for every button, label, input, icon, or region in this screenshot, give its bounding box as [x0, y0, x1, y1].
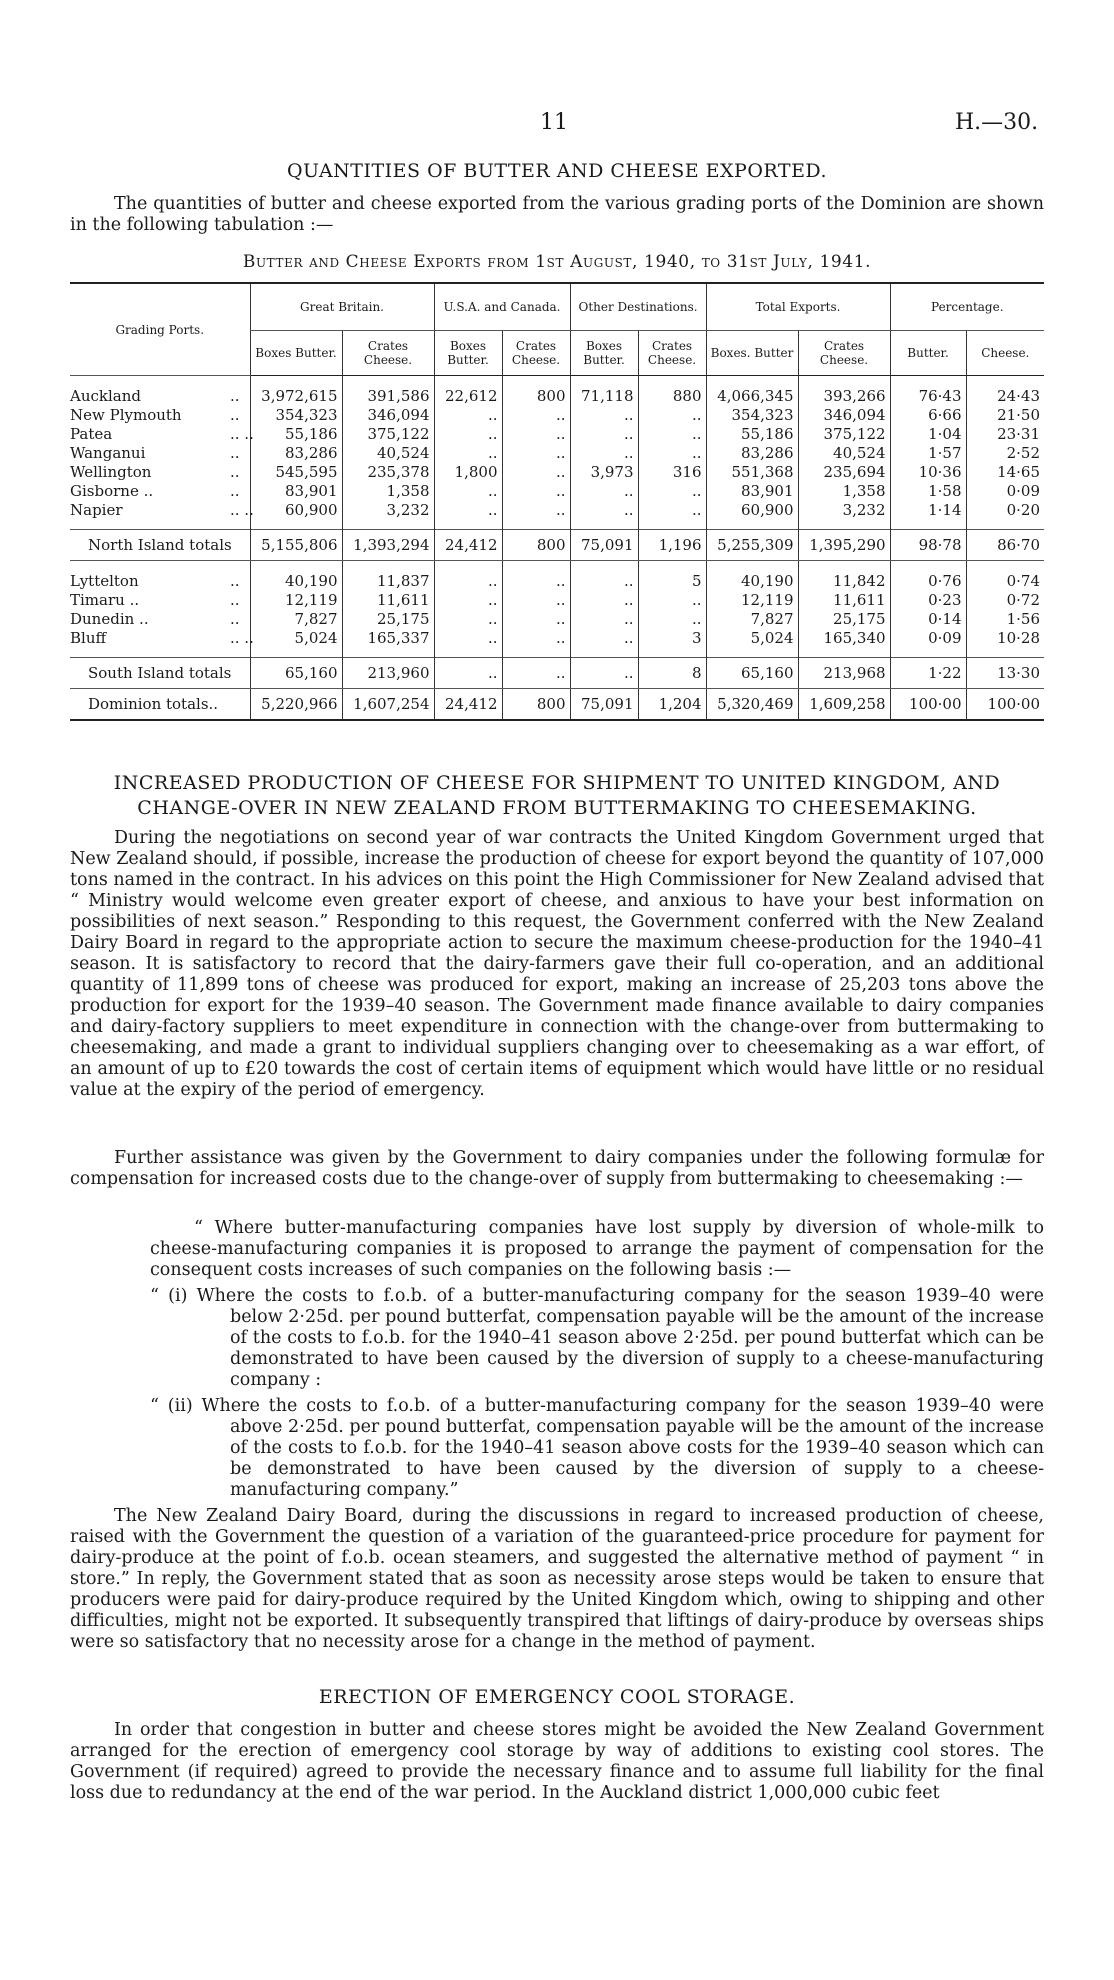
table-cell: ..: [434, 571, 502, 590]
table-row: [70, 500, 1044, 519]
table-cell: 7,827: [250, 609, 342, 628]
table-row: [70, 386, 1044, 405]
table-cell: ..: [502, 609, 570, 628]
table-cell: ..: [434, 443, 502, 462]
table-cell: 235,694: [798, 462, 890, 481]
table-spacer: [70, 519, 1044, 530]
table-cell: 40,190: [250, 571, 342, 590]
table-cell: 346,094: [342, 405, 434, 424]
table-cell: ..: [434, 590, 502, 609]
table-cell: 75,091: [570, 530, 638, 561]
leader-dots: .. ..: [230, 500, 254, 519]
north-island-total-row: [70, 530, 1044, 561]
table-cell: 100·00: [890, 689, 966, 721]
table-cell: 0·09: [890, 628, 966, 647]
port-name: North Island totals: [88, 536, 232, 554]
spacer-cell: [966, 376, 1044, 387]
leader-dots: .. ..: [230, 628, 254, 647]
table-cell: 5,255,309: [706, 530, 798, 561]
table-cell: 0·72: [966, 590, 1044, 609]
spacer-cell: [250, 561, 342, 572]
table-cell: 2·52: [966, 443, 1044, 462]
spacer-cell: [70, 519, 250, 530]
spacer-cell: [70, 376, 250, 387]
table-cell: 800: [502, 386, 570, 405]
exports-table: [70, 282, 1044, 721]
spacer-cell: [570, 561, 638, 572]
table-cell: 5,220,966: [250, 689, 342, 721]
table-cell: ..: [434, 424, 502, 443]
spacer-cell: [638, 519, 706, 530]
table-cell: 83,901: [250, 481, 342, 500]
table-cell: ..: [570, 481, 638, 500]
port-name-cell: [70, 590, 250, 609]
table-cell: 65,160: [706, 658, 798, 689]
port-name-cell: [70, 405, 250, 424]
paragraph-dairy-board: The New Zealand Dairy Board, during the discussions in regard to increased production of cheese, raised with the Government the question of a variation of the guaranteed-price procedure for payment for dairy-produce at the point of f.o.b. ocean steamers, and suggested the alternative method of payment “ in store.” In reply, the Government stated that as soon as necessity arose steps would be taken to ensure that producers were paid for dairy-produce required by the United Kingdom which, owing to shipping and other difficulties, might not be exported. It subsequently transpired that liftings of dairy-produce by overseas ships were so satisfactory that no necessity arose for a change in the method of payment.: [70, 1506, 1044, 1652]
table-cell: 0·09: [966, 481, 1044, 500]
table-cell: 1,358: [342, 481, 434, 500]
table-cell: ..: [502, 443, 570, 462]
table-row: [70, 424, 1044, 443]
table-cell: 5,320,469: [706, 689, 798, 721]
port-name: New Plymouth: [70, 405, 182, 424]
spacer-cell: [570, 647, 638, 658]
spacer-cell: [798, 519, 890, 530]
table-cell: 25,175: [342, 609, 434, 628]
table-cell: ..: [570, 424, 638, 443]
section-heading-cool-storage: ERECTION OF EMERGENCY COOL STORAGE.: [318, 1686, 796, 1708]
spacer-cell: [342, 647, 434, 658]
table-cell: 98·78: [890, 530, 966, 561]
table-cell: 545,595: [250, 462, 342, 481]
port-name-cell: [70, 424, 254, 443]
spacer-cell: [798, 561, 890, 572]
table-cell: 24·43: [966, 386, 1044, 405]
table-cell: 100·00: [966, 689, 1044, 721]
table-cell: 24,412: [434, 689, 502, 721]
quote-item-ii: “ (ii) Where the costs to f.o.b. of a butter-manufacturing company for the season 1939–40 were above 2·25d. per pound butterfat, compensation payable will be the amount of the increase of the costs to f.o.b. for the 1940–41 season above costs for the 1939–40 season which can be demonstrated to have been caused by the diversion of supply to a cheese-manufacturing company.”: [150, 1396, 1044, 1500]
intro-paragraph: The quantities of butter and cheese exported from the various grading ports of the Dominion are shown in the following tabulation :—: [70, 194, 1044, 235]
table-cell: 880: [638, 386, 706, 405]
table-cell: 11,611: [798, 590, 890, 609]
table-cell: 5: [638, 571, 706, 590]
table-cell: 316: [638, 462, 706, 481]
spacer-cell: [342, 519, 434, 530]
table-spacer: [70, 376, 1044, 387]
port-name: Wellington: [70, 462, 152, 481]
table-cell: ..: [570, 405, 638, 424]
spacer-cell: [434, 376, 502, 387]
table-title: Butter and Cheese Exports from 1st August, 1940, to 31st July, 1941.: [242, 252, 872, 272]
table-cell: 11,611: [342, 590, 434, 609]
table-cell: 25,175: [798, 609, 890, 628]
table-cell: 3: [638, 628, 706, 647]
subhead: Crates Cheese.: [638, 331, 706, 376]
subhead: Crates Cheese.: [342, 331, 434, 376]
spacer-cell: [250, 647, 342, 658]
table-cell: 24,412: [434, 530, 502, 561]
table-cell: 165,340: [798, 628, 890, 647]
port-name: Timaru ..: [70, 590, 140, 609]
table-spacer: [70, 561, 1044, 572]
table-cell: 346,094: [798, 405, 890, 424]
spacer-cell: [502, 376, 570, 387]
table-row: [70, 405, 1044, 424]
table-cell: 12,119: [250, 590, 342, 609]
table-cell: ..: [638, 424, 706, 443]
section-heading-increased-production-1: INCREASED PRODUCTION OF CHEESE FOR SHIPMENT TO UNITED KINGDOM, AND: [113, 772, 1001, 794]
table-cell: 60,900: [706, 500, 798, 519]
table-cell: 55,186: [250, 424, 342, 443]
spacer-cell: [70, 647, 250, 658]
port-name-cell: [70, 500, 254, 519]
table-cell: 800: [502, 689, 570, 721]
port-name: Lyttelton: [70, 571, 139, 590]
table-cell: 5,024: [250, 628, 342, 647]
table-spacer: [70, 647, 1044, 658]
table-row: [70, 628, 1044, 647]
table-cell: ..: [502, 462, 570, 481]
port-name: South Island totals: [88, 664, 232, 682]
leader-dots: ..: [230, 481, 240, 500]
subhead: Cheese.: [966, 331, 1044, 376]
section-heading-increased-production-2: CHANGE-OVER IN NEW ZEALAND FROM BUTTERMAKING TO CHEESEMAKING.: [137, 797, 977, 819]
table-cell: 3,232: [798, 500, 890, 519]
table-cell: 800: [502, 530, 570, 561]
table-row: [70, 481, 1044, 500]
spacer-cell: [890, 561, 966, 572]
table-cell: ..: [638, 443, 706, 462]
table-cell: 8: [638, 658, 706, 689]
table-cell: 83,901: [706, 481, 798, 500]
table-cell: 65,160: [250, 658, 342, 689]
port-name: Patea: [70, 424, 113, 443]
spacer-cell: [706, 561, 798, 572]
table-cell: 40,524: [798, 443, 890, 462]
spacer-cell: [434, 561, 502, 572]
leader-dots: ..: [230, 462, 240, 481]
table-cell: 3,232: [342, 500, 434, 519]
table-cell: ..: [434, 658, 502, 689]
port-name-cell: [70, 386, 250, 405]
table-cell: 213,960: [342, 658, 434, 689]
table-row: [70, 609, 1044, 628]
spacer-cell: [966, 647, 1044, 658]
table-cell: ..: [570, 658, 638, 689]
spacer-cell: [342, 376, 434, 387]
table-cell: 40,190: [706, 571, 798, 590]
paragraph-further-assistance: Further assistance was given by the Government to dairy companies under the following formulæ for compensation for increased costs due to the change-over of supply from buttermaking to cheesemaking :—: [70, 1148, 1044, 1189]
spacer-cell: [706, 647, 798, 658]
port-name-cell: [70, 658, 250, 689]
table-cell: 55,186: [706, 424, 798, 443]
table-cell: 12,119: [706, 590, 798, 609]
table-header-row: [70, 283, 1044, 331]
table-cell: ..: [434, 481, 502, 500]
table-cell: 0·74: [966, 571, 1044, 590]
subhead: Crates Cheese.: [502, 331, 570, 376]
table-cell: 22,612: [434, 386, 502, 405]
table-cell: 23·31: [966, 424, 1044, 443]
spacer-cell: [638, 647, 706, 658]
spacer-cell: [70, 561, 250, 572]
leader-dots: ..: [230, 590, 240, 609]
table-row: [70, 462, 1044, 481]
port-name: Gisborne ..: [70, 481, 154, 500]
table-cell: 60,900: [250, 500, 342, 519]
table-cell: 3,973: [570, 462, 638, 481]
port-name: Wanganui: [70, 443, 146, 462]
group-usa-canada: U.S.A. and Canada.: [434, 283, 570, 331]
table-row: [70, 571, 1044, 590]
subhead: Boxes. Butter: [706, 331, 798, 376]
table-cell: 76·43: [890, 386, 966, 405]
table-cell: ..: [502, 571, 570, 590]
table-cell: ..: [570, 571, 638, 590]
port-name-cell: [70, 571, 250, 590]
spacer-cell: [966, 561, 1044, 572]
spacer-cell: [434, 519, 502, 530]
table-cell: 71,118: [570, 386, 638, 405]
table-cell: 0·76: [890, 571, 966, 590]
table-cell: 0·20: [966, 500, 1044, 519]
table-cell: 11,842: [798, 571, 890, 590]
table-cell: ..: [570, 443, 638, 462]
table-cell: 393,266: [798, 386, 890, 405]
table-cell: 1,196: [638, 530, 706, 561]
table-cell: 1,800: [434, 462, 502, 481]
spacer-cell: [890, 376, 966, 387]
port-name-cell: [70, 443, 250, 462]
port-name-cell: [70, 628, 254, 647]
table-cell: 10·28: [966, 628, 1044, 647]
group-total-exports: Total Exports.: [706, 283, 890, 331]
port-name-cell: [70, 481, 250, 500]
table-cell: 375,122: [798, 424, 890, 443]
subhead: Boxes Butter.: [570, 331, 638, 376]
table-cell: ..: [570, 500, 638, 519]
port-name: Bluff: [70, 628, 107, 647]
table-cell: 21·50: [966, 405, 1044, 424]
table-cell: ..: [502, 405, 570, 424]
spacer-cell: [342, 561, 434, 572]
port-name-cell: [70, 609, 250, 628]
table-cell: 6·66: [890, 405, 966, 424]
table-cell: ..: [570, 590, 638, 609]
table-cell: 391,586: [342, 386, 434, 405]
table-cell: 213,968: [798, 658, 890, 689]
table-cell: ..: [502, 424, 570, 443]
table-cell: 0·23: [890, 590, 966, 609]
spacer-cell: [570, 519, 638, 530]
port-name-cell: [70, 462, 250, 481]
port-name-cell: [70, 530, 250, 561]
table-cell: ..: [502, 628, 570, 647]
leader-dots: ..: [230, 609, 240, 628]
section-heading-quantities: QUANTITIES OF BUTTER AND CHEESE EXPORTED.: [286, 160, 828, 182]
table-cell: 13·30: [966, 658, 1044, 689]
table-cell: 11,837: [342, 571, 434, 590]
port-name: Dominion totals..: [88, 695, 219, 713]
table-cell: 10·36: [890, 462, 966, 481]
table-cell: 7,827: [706, 609, 798, 628]
subhead: Butter.: [890, 331, 966, 376]
table-cell: ..: [638, 609, 706, 628]
table-cell: ..: [570, 628, 638, 647]
spacer-cell: [434, 647, 502, 658]
table-cell: 14·65: [966, 462, 1044, 481]
table-cell: ..: [434, 500, 502, 519]
table-cell: 3,972,615: [250, 386, 342, 405]
table-row: [70, 443, 1044, 462]
table-cell: 375,122: [342, 424, 434, 443]
paragraph-negotiations: During the negotiations on second year of war contracts the United Kingdom Government urged that New Zealand should, if possible, increase the production of cheese for export beyond the quantity of 107,000 tons named in the contract. In his advices on this point the High Commissioner for New Zealand advised that “ Ministry would welcome even greater export of cheese, and anxious to have your best information on possibilities of next season.” Responding to this request, the Government conferred with the New Zealand Dairy Board in regard to the appropriate action to secure the maximum cheese-production for the 1940–41 season. It is satisfactory to record that the dairy-farmers gave their full co-operation, and an additional quantity of 11,899 tons of cheese was produced for export, making an increase of 25,203 tons above the production for export for the 1939–40 season. The Government made finance available to dairy companies and dairy-factory suppliers to meet expenditure in connection with the change-over from buttermaking to cheesemaking, and made a grant to individual suppliers changing over to cheesemaking as a war effort, of an amount of up to £20 towards the cost of certain items of equipment which would have little or no residual value at the expiry of the period of emergency.: [70, 828, 1044, 1100]
group-percentage: Percentage.: [890, 283, 1044, 331]
spacer-cell: [798, 647, 890, 658]
table-body: [70, 376, 1044, 721]
table-cell: 165,337: [342, 628, 434, 647]
subhead: Crates Cheese.: [798, 331, 890, 376]
table-cell: ..: [434, 609, 502, 628]
table-cell: ..: [502, 590, 570, 609]
table-cell: 1,609,258: [798, 689, 890, 721]
subhead: Boxes Butter.: [434, 331, 502, 376]
spacer-cell: [890, 519, 966, 530]
spacer-cell: [638, 376, 706, 387]
leader-dots: ..: [230, 405, 240, 424]
leader-dots: ..: [230, 443, 240, 462]
table-cell: 354,323: [706, 405, 798, 424]
table-cell: 1,204: [638, 689, 706, 721]
table-cell: 1·57: [890, 443, 966, 462]
table-cell: ..: [570, 609, 638, 628]
port-name: Dunedin ..: [70, 609, 149, 628]
table-cell: 83,286: [706, 443, 798, 462]
spacer-cell: [706, 376, 798, 387]
table-cell: ..: [638, 481, 706, 500]
table-cell: ..: [502, 658, 570, 689]
spacer-cell: [250, 376, 342, 387]
table-cell: 4,066,345: [706, 386, 798, 405]
port-name-cell: [70, 689, 250, 721]
table-cell: ..: [502, 481, 570, 500]
port-name: Napier: [70, 500, 123, 519]
table-cell: ..: [502, 500, 570, 519]
spacer-cell: [502, 561, 570, 572]
table-cell: 1·22: [890, 658, 966, 689]
spacer-cell: [706, 519, 798, 530]
spacer-cell: [798, 376, 890, 387]
spacer-cell: [966, 519, 1044, 530]
table-cell: 1,393,294: [342, 530, 434, 561]
page-number: 11: [540, 110, 568, 135]
table-cell: 86·70: [966, 530, 1044, 561]
leader-dots: ..: [230, 386, 240, 405]
table-cell: 551,368: [706, 462, 798, 481]
dominion-total-row: [70, 689, 1044, 721]
leader-dots: ..: [230, 571, 240, 590]
group-other-destinations: Other Destinations.: [570, 283, 706, 331]
col-grading-ports: Grading Ports.: [70, 283, 250, 376]
leader-dots: .. ..: [230, 424, 254, 443]
paragraph-cool-storage: In order that congestion in butter and cheese stores might be avoided the New Zealand Government arranged for the erection of emergency cool storage by way of additions to existing cool stores. The Government (if required) agreed to provide the necessary finance and to assume full liability for the final loss due to redundancy at the end of the war period. In the Auckland district 1,000,000 cubic feet: [70, 1720, 1044, 1803]
quote-compensation: “ Where butter-manufacturing companies have lost supply by diversion of whole-milk to cheese-manufacturing companies it is proposed to arrange the payment of compensation for the consequent costs increases of such companies on the following basis :—: [150, 1218, 1044, 1280]
table-cell: 354,323: [250, 405, 342, 424]
table-cell: 75,091: [570, 689, 638, 721]
document-reference: H.—30.: [955, 110, 1039, 135]
table-row: [70, 590, 1044, 609]
table-cell: 5,155,806: [250, 530, 342, 561]
subhead: Boxes Butter.: [250, 331, 342, 376]
table-cell: ..: [434, 628, 502, 647]
table-cell: 1,358: [798, 481, 890, 500]
table-cell: 40,524: [342, 443, 434, 462]
table-cell: 1·56: [966, 609, 1044, 628]
table-cell: 0·14: [890, 609, 966, 628]
spacer-cell: [890, 647, 966, 658]
spacer-cell: [502, 519, 570, 530]
table-cell: ..: [638, 590, 706, 609]
group-great-britain: Great Britain.: [250, 283, 434, 331]
table-cell: ..: [638, 405, 706, 424]
table-cell: ..: [434, 405, 502, 424]
quote-item-i: “ (i) Where the costs to f.o.b. of a butter-manufacturing company for the season 1939–40 were below 2·25d. per pound butterfat, compensation payable will be the amount of the increase of the costs to f.o.b. for the 1940–41 season above 2·25d. per pound butterfat which can be demonstrated to have been caused by the diversion of supply to a cheese-manufacturing company :: [150, 1286, 1044, 1390]
table-cell: 1·04: [890, 424, 966, 443]
spacer-cell: [638, 561, 706, 572]
table-cell: 1·58: [890, 481, 966, 500]
table-cell: 5,024: [706, 628, 798, 647]
table-cell: ..: [638, 500, 706, 519]
table-cell: 235,378: [342, 462, 434, 481]
table-cell: 83,286: [250, 443, 342, 462]
table-cell: 1,395,290: [798, 530, 890, 561]
spacer-cell: [250, 519, 342, 530]
spacer-cell: [570, 376, 638, 387]
south-island-total-row: [70, 658, 1044, 689]
table-cell: 1,607,254: [342, 689, 434, 721]
spacer-cell: [502, 647, 570, 658]
table-cell: 1·14: [890, 500, 966, 519]
port-name: Auckland: [70, 386, 141, 405]
